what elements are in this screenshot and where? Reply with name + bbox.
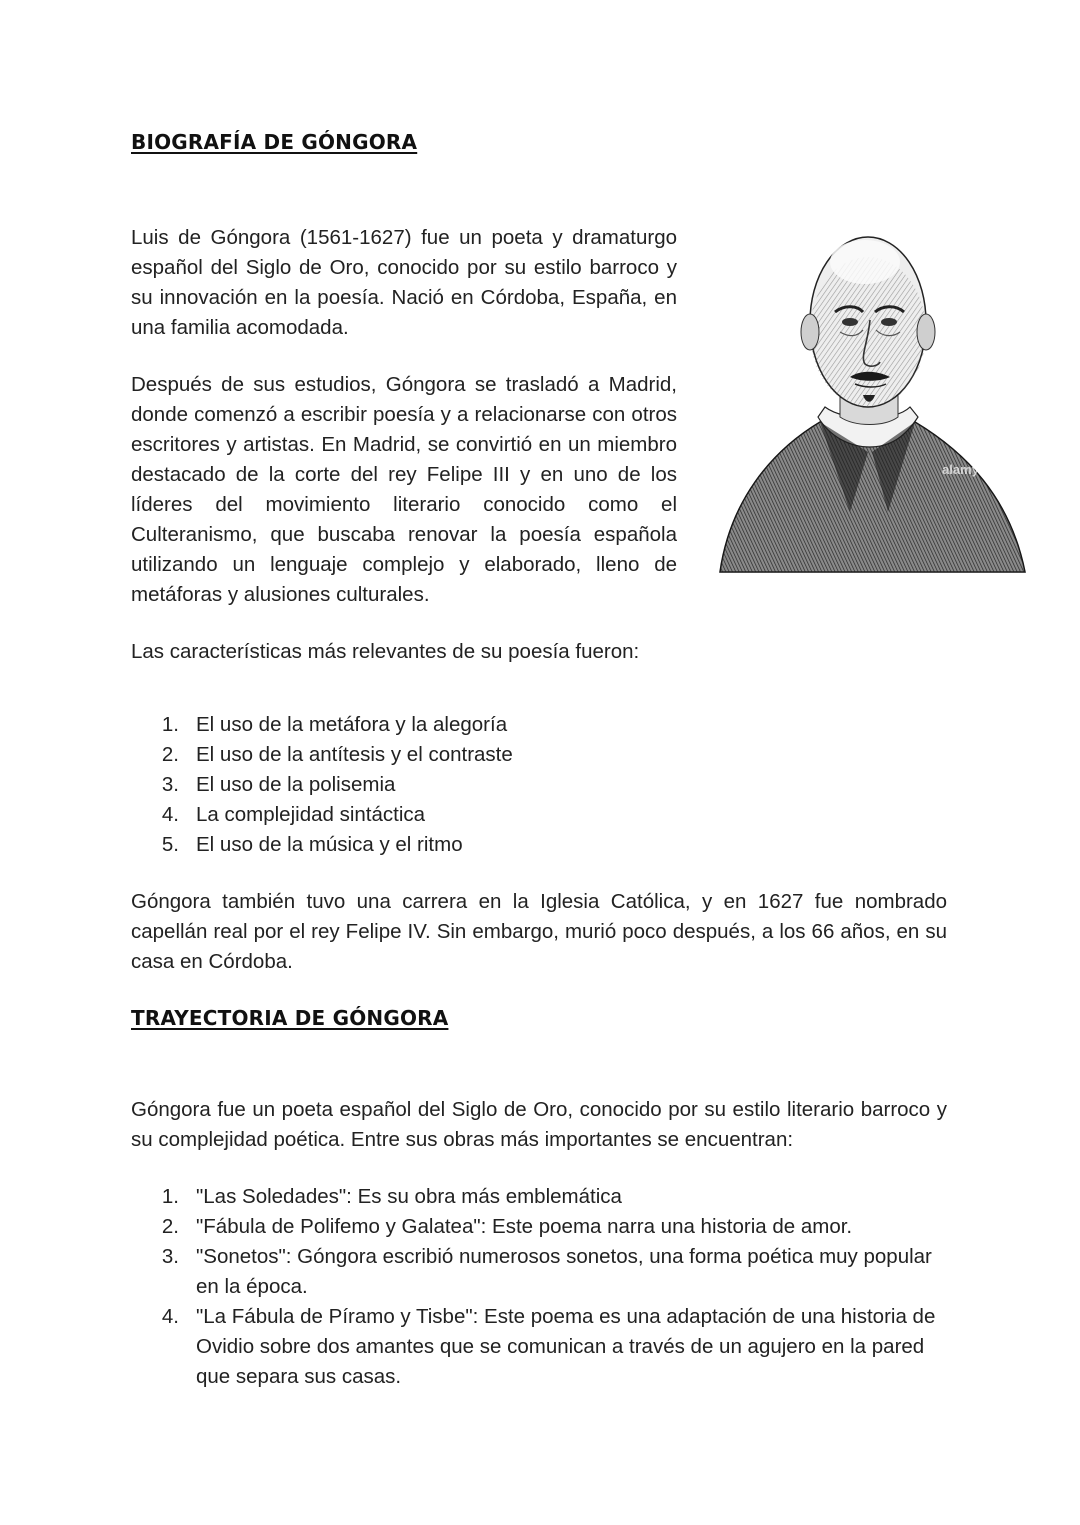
- trajectory-paragraph-1: Góngora fue un poeta español del Siglo de Oro, conocido por su estilo literario barroco y su complejidad poética. Entre sus obras más importantes se encuentran:: [131, 1098, 947, 1151]
- biography-paragraph-1: Luis de Góngora (1561-1627) fue un poeta y dramaturgo español del Siglo de Oro, conocido por su estilo barroco y su innovación en la poesía. Nació en Córdoba, España, en una familia acomodada.: [131, 226, 677, 339]
- list-item: 4. "La Fábula de Píramo y Tisbe": Este poema es una adaptación de una historia de Ovidio sobre dos amantes que se comunican a través de un agujero en la pared que separa sus casas.: [161, 1305, 936, 1388]
- biography-paragraph-2: Después de sus estudios, Góngora se trasladó a Madrid, donde comenzó a escribir poesía y a relacionarse con otros escritores y artistas. En Madrid, se convirtió en un miembro destacado de la corte del rey Felipe III y en uno de los líderes del movimiento literario conocido como el Culteranismo, que buscaba renovar la poesía española utilizando un lenguaje complejo y elaborado, lleno de metáforas y alusiones culturales.: [131, 373, 677, 606]
- list-item: 5. El uso de la música y el ritmo: [161, 833, 463, 856]
- trajectory-heading: TRAYECTORIA DE GÓNGORA: [131, 1006, 449, 1030]
- watermark: alamy: [942, 462, 979, 477]
- characteristics-intro: Las características más relevantes de su poesía fueron:: [131, 640, 640, 663]
- list-item: 4. La complejidad sintáctica: [161, 803, 426, 826]
- biography-heading: BIOGRAFÍA DE GÓNGORA: [131, 130, 418, 154]
- biography-paragraph-4: Góngora también tuvo una carrera en la Iglesia Católica, y en 1627 fue nombrado capellán real por el rey Felipe IV. Sin embargo, murió poco después, a los 66 años, en su casa en Córdoba.: [131, 890, 947, 973]
- list-item: 2. "Fábula de Polifemo y Galatea": Este poema narra una historia de amor.: [161, 1215, 853, 1238]
- list-item: 2. El uso de la antítesis y el contraste: [161, 743, 513, 766]
- list-item: 1. "Las Soledades": Es su obra más emblemática: [161, 1185, 622, 1208]
- characteristics-list: [131, 710, 831, 860]
- list-item: 3. "Sonetos": Góngora escribió numerosos sonetos, una forma poética muy popular en la época.: [161, 1245, 932, 1298]
- works-list: [131, 1182, 947, 1392]
- list-item: 1. El uso de la metáfora y la alegoría: [161, 713, 508, 736]
- portrait-engraving-icon: [700, 212, 1035, 587]
- portrait-image: [700, 212, 1035, 587]
- list-item: 3. El uso de la polisemia: [161, 773, 396, 796]
